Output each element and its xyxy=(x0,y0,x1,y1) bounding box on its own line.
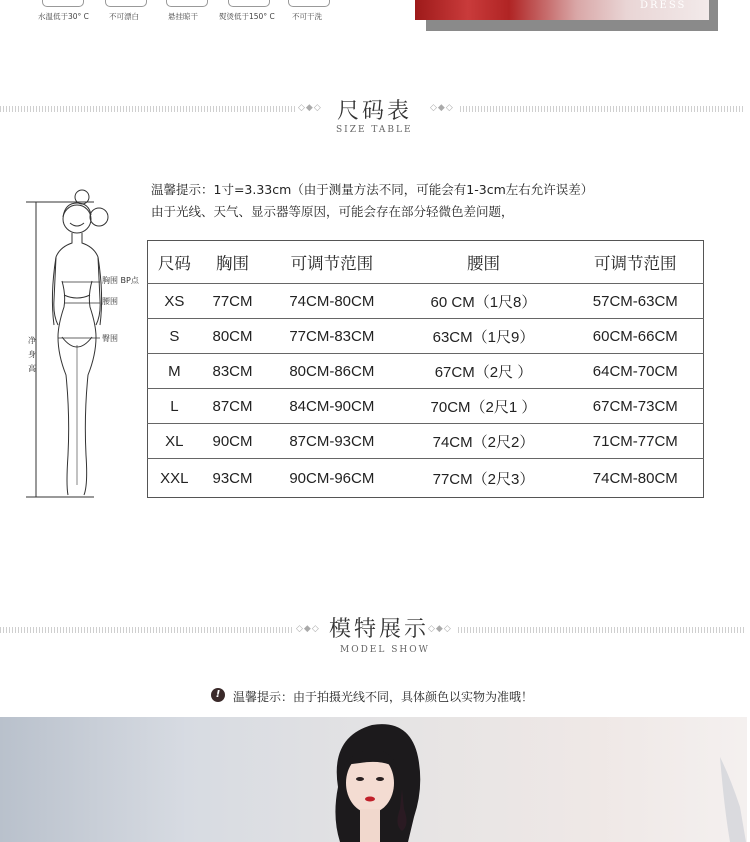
size-table-subtitle: SIZE TABLE xyxy=(336,125,413,135)
waist-label: 腰围 xyxy=(102,297,118,306)
cell: L xyxy=(148,389,201,424)
info-icon: ! xyxy=(211,688,225,702)
diamond-ornament-icon: ◇◆◇ xyxy=(296,624,320,634)
table-header-row xyxy=(148,241,704,284)
cell: 67CM-73CM xyxy=(568,389,704,424)
size-tip-line2: 由于光线、天气、显示器等原因，可能会存在部分轻微色差问题， xyxy=(151,204,514,219)
col-header-waist: 腰围 xyxy=(399,241,567,284)
cell: 57CM-63CM xyxy=(568,284,704,319)
height-label: 净身高 xyxy=(28,336,36,373)
cell: 70CM（2尺1 ） xyxy=(399,389,567,424)
care-label-hang: 悬挂晾干 xyxy=(168,12,198,21)
table-row xyxy=(148,354,704,389)
col-header-size: 尺码 xyxy=(148,241,201,284)
cell: 74CM-80CM xyxy=(592,469,678,487)
cell: 71CM-77CM xyxy=(568,424,704,459)
cell: M xyxy=(148,354,201,389)
cell: 60CM-66CM xyxy=(568,319,704,354)
hip-label: 臀围 xyxy=(102,334,118,343)
cell: 80CM xyxy=(201,319,265,354)
model-notice-text: 温馨提示：由于拍摄光线不同，具体颜色以实物为准哦！ xyxy=(233,690,534,704)
table-row xyxy=(148,424,704,459)
body-measurement-figure xyxy=(22,185,150,503)
cell: 64CM-70CM xyxy=(568,354,704,389)
diamond-ornament-icon: ◇◆◇ xyxy=(428,624,452,634)
size-table xyxy=(147,240,704,498)
model-photo xyxy=(0,717,747,842)
model-photo-illustration xyxy=(0,717,747,842)
cell: 77CM xyxy=(201,284,265,319)
cell: 77CM-83CM xyxy=(264,319,399,354)
divider-left xyxy=(0,106,295,112)
diamond-ornament-icon: ◇◆◇ xyxy=(430,103,454,113)
cell: 74CM（2尺2） xyxy=(399,424,567,459)
divider-right xyxy=(458,627,745,633)
cell: 63CM（1尺9） xyxy=(399,319,567,354)
model-show-title: 模特展示 xyxy=(329,617,430,642)
col-header-bust-range: 可调节范围 xyxy=(264,241,399,284)
cell: 87CM xyxy=(201,389,265,424)
divider-left xyxy=(0,627,292,633)
iron-150-icon xyxy=(228,0,270,7)
table-row xyxy=(148,389,704,424)
wash-30-icon xyxy=(42,0,84,7)
no-dry-clean-icon xyxy=(288,0,330,7)
cell: 90CM-96CM xyxy=(289,469,375,487)
care-label-iron: 熨烫低于150° C xyxy=(219,12,275,21)
cell: 87CM-93CM xyxy=(264,424,399,459)
cell: 77CM（2尺3） xyxy=(432,470,535,488)
col-header-bust: 胸围 xyxy=(201,241,265,284)
preview-caption: DRESS xyxy=(640,0,687,11)
cell: 83CM xyxy=(201,354,265,389)
table-row xyxy=(148,459,704,498)
divider-right xyxy=(460,106,745,112)
cell: 90CM xyxy=(201,424,265,459)
table-row xyxy=(148,284,704,319)
size-table-title: 尺码表 xyxy=(337,99,413,124)
cell: 74CM-80CM xyxy=(264,284,399,319)
col-header-waist-range: 可调节范围 xyxy=(568,241,704,284)
cell: 67CM（2尺 ） xyxy=(399,354,567,389)
care-label-bleach: 不可漂白 xyxy=(109,12,139,21)
cell: S xyxy=(148,319,201,354)
hang-dry-icon xyxy=(166,0,208,7)
cell: 93CM xyxy=(212,469,253,487)
cell: 60 CM（1尺8） xyxy=(399,284,567,319)
table-row xyxy=(148,319,704,354)
cell: 84CM-90CM xyxy=(264,389,399,424)
care-label-dryclean: 不可干洗 xyxy=(292,12,322,21)
care-label-wash: 水温低于30° C xyxy=(38,12,89,21)
cell: XXL xyxy=(160,469,189,487)
cell: 80CM-86CM xyxy=(264,354,399,389)
size-tip-line1: 温馨提示：1寸=3.33cm（由于测量方法不同，可能会有1-3cm左右允许误差） xyxy=(151,182,594,197)
cell: XL xyxy=(148,424,201,459)
diamond-ornament-icon: ◇◆◇ xyxy=(298,103,322,113)
bust-label: 胸围 BP点 xyxy=(102,276,139,285)
model-show-subtitle: MODEL SHOW xyxy=(340,645,430,655)
cell: XS xyxy=(148,284,201,319)
no-bleach-icon xyxy=(105,0,147,7)
